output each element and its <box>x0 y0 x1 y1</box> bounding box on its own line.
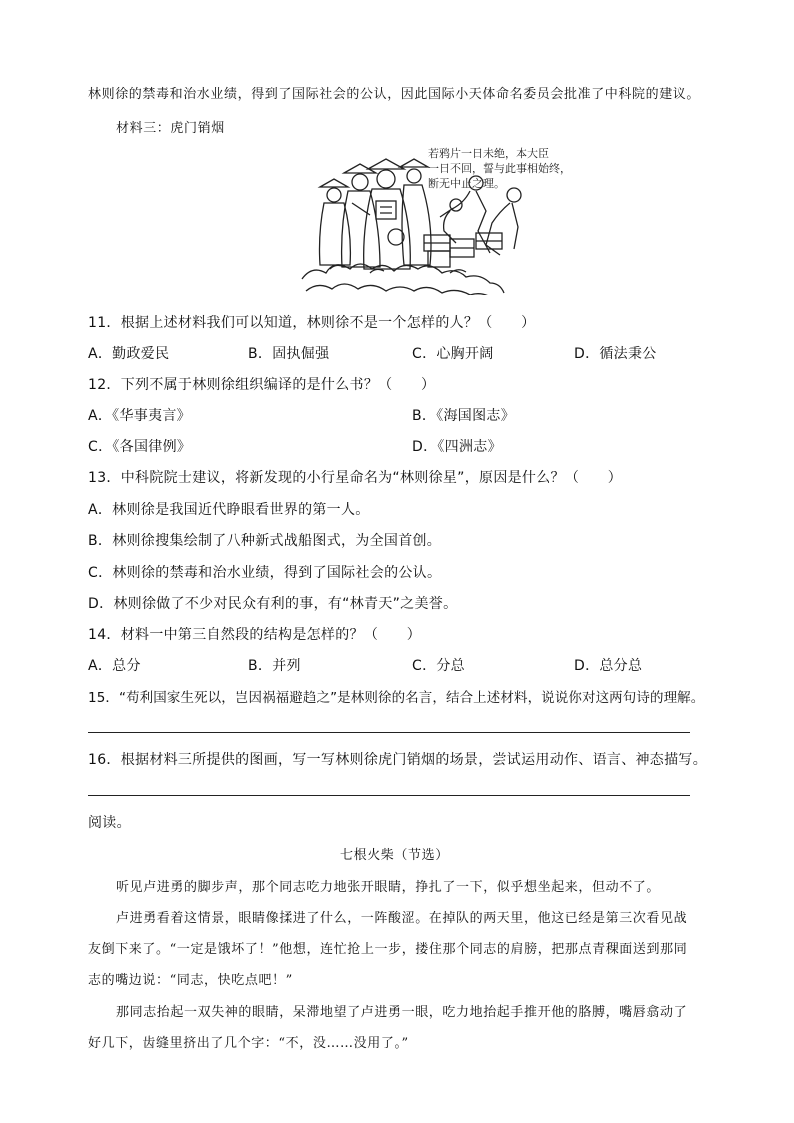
reading-paragraph-2-line-1: 卢进勇看着这情景，眼睛像揉进了什么，一阵酸涩。在掉队的两天里，他这已经是第三次看见战 <box>116 911 688 926</box>
q15-stem: 15．“苟利国家生死以，岂因祸福避趋之”是林则徐的名言，结合上述材料，说说你对这两句诗的理解。 <box>88 690 705 706</box>
q12-option-a: A．《华事夷言》 <box>88 408 191 424</box>
reading-label: 阅读。 <box>88 815 131 831</box>
humen-illustration <box>300 139 571 295</box>
q15-answer-line[interactable] <box>88 732 690 733</box>
q14-option-a: A．总分 <box>88 658 141 674</box>
q14-option-d: D．总分总 <box>574 658 643 674</box>
q13-option-a: A．林则徐是我国近代睁眼看世界的第一人。 <box>88 502 370 518</box>
q11-option-b: B．固执倔强 <box>248 346 330 362</box>
q11-option-a: A．勤政爱民 <box>88 346 170 362</box>
q13-stem: 13．中科院院士建议，将新发现的小行星命名为“林则徐星”，原因是什么？（ ） <box>88 470 623 486</box>
speech-line-2: 一日不回，誓与此事相始终， <box>428 162 571 175</box>
intro-line: 林则徐的禁毒和治水业绩，得到了国际社会的公认，因此国际小天体命名委员会批准了中科院的建议。 <box>88 87 701 102</box>
reading-paragraph-2-line-3: 志的嘴边说：“同志，快吃点吧！” <box>88 973 293 988</box>
reading-paragraph-3-line-1: 那同志抬起一双失神的眼睛，呆滞地望了卢进勇一眼，吃力地抬起手推开他的胳膊，嘴唇翕动了 <box>116 1005 688 1020</box>
reading-paragraph-3-line-2: 好几下，齿缝里挤出了几个字：“不，没……没用了。” <box>88 1036 409 1051</box>
speech-line-3: 断无中止之理。 <box>428 177 505 190</box>
q11-option-c: C．心胸开阔 <box>412 346 494 362</box>
q14-option-c: C．分总 <box>412 658 465 674</box>
speech-line-1: 若鸦片一日未绝，本大臣 <box>428 147 549 160</box>
reading-paragraph-1: 听见卢进勇的脚步声，那个同志吃力地张开眼睛，挣扎了一下，似乎想坐起来，但动不了。 <box>116 880 661 895</box>
q14-option-b: B．并列 <box>248 658 301 674</box>
q12-option-d: D．《四洲志》 <box>412 439 502 455</box>
q12-option-c: C．《各国律例》 <box>88 439 192 455</box>
q13-option-c: C．林则徐的禁毒和治水业绩，得到了国际社会的公认。 <box>88 565 442 581</box>
material3-label: 材料三：虎门销烟 <box>116 121 225 136</box>
q16-stem: 16．根据材料三所提供的图画，写一写林则徐虎门销烟的场景，尝试运用动作、语言、神态描写。 <box>88 752 708 768</box>
q16-answer-line[interactable] <box>88 795 690 796</box>
q14-stem: 14．材料一中第三自然段的结构是怎样的？（ ） <box>88 627 422 643</box>
reading-paragraph-2-line-2: 友倒下来了。“一定是饿坏了！”他想，连忙抢上一步，搂住那个同志的肩膀，把那点青稞面送到那同 <box>88 942 688 957</box>
q13-option-b: B．林则徐搜集绘制了八种新式战船图式，为全国首创。 <box>88 533 442 549</box>
reading-title: 七根火柴（节选） <box>340 848 449 863</box>
q11-option-d: D．循法秉公 <box>574 346 657 362</box>
q13-option-d: D．林则徐做了不少对民众有利的事，有“林青天”之美誉。 <box>88 596 458 612</box>
q12-option-b: B．《海国图志》 <box>412 408 516 424</box>
q12-stem: 12．下列不属于林则徐组织编译的是什么书？（ ） <box>88 377 436 393</box>
q11-stem: 11．根据上述材料我们可以知道，林则徐不是一个怎样的人？（ ） <box>88 315 536 331</box>
